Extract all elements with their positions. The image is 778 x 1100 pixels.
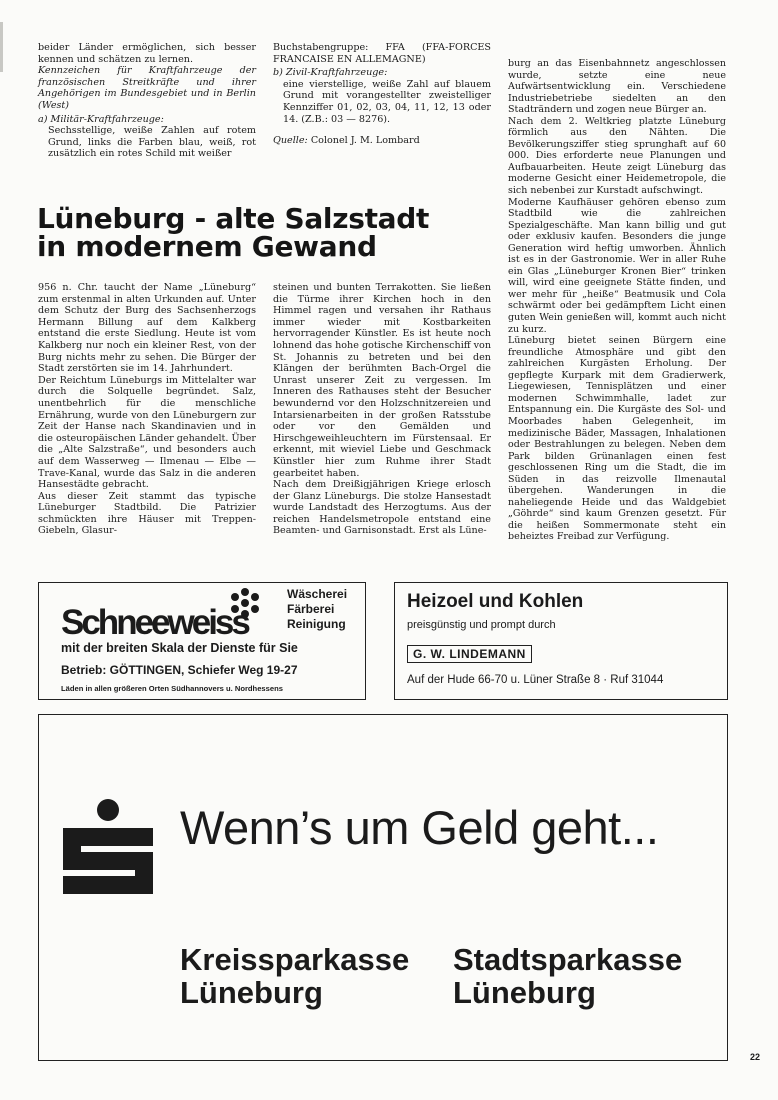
heizoel-address: Auf der Hude 66-70 u. Lüner Straße 8 · Ruf 31044 [407, 674, 664, 686]
source-text: Colonel J. M. Lombard [310, 135, 420, 147]
top-column-1 [38, 42, 256, 160]
article-column-2 [273, 282, 491, 537]
binding-mark [0, 22, 3, 72]
service-item: Wäscherei [287, 587, 348, 601]
ad-heizoel [394, 582, 728, 700]
article-paragraph: steinen und bunten Terrakotten. Sie ließen die Türme ihrer Kirchen hoch in den Himmel ragen und versahen ihr Rathaus immer wieder mit Kostbarkeiten hervorragender Künstler. Es ist heute noch lohnend das hohe gotische Kirchenschiff von St. Johannis zu betreten und bei den Klängen der berühmten Bach-Orgel die Unrast unserer Zeit zu vergessen. Im Inneren des Rathauses steht der Besucher bewundernd vor den Holzschnitzereien und Intarsienarbeiten in der großen Ratsstube oder vor den Gemälden und Hirschgeweihleuchtern im Fürstensaal. Er erkennt, mit wieviel Liebe und Geschmack Künstler hier zum Ruhme ihrer Stadt gearbeitet haben. [273, 282, 492, 479]
headline-line-1: Lüneburg - alte Salzstadt [37, 202, 430, 235]
sparkasse-logo-icon [57, 798, 159, 898]
military-text: Sechsstellige, weiße Zahlen auf rotem Grund, links die Farben blau, weiß, rot zusätzlich ein rotes Schild mit weißer [48, 125, 256, 160]
top-col2-paragraph: Buchstabengruppe: FFA (FFA-FORCES FRANCAISE EN ALLEMAGNE) [273, 42, 491, 65]
page-number: 22 [749, 1052, 760, 1062]
civil-label: b) Zivil-Kraftfahrzeuge: [273, 67, 388, 79]
article-paragraph: burg an das Eisenbahnnetz angeschlossen wurde, setzte eine neue Aufwärtsentwicklung ein. Verschiedene Industriebetriebe siedelten an den Stadträndern und zogen neue Bürger an. [508, 58, 726, 116]
ad-schneeweiss [38, 582, 366, 700]
ad-sparkasse [38, 714, 728, 1061]
headline-line-2: in modernem Gewand [37, 230, 377, 263]
article-column-3 [508, 58, 726, 543]
service-item: Färberei [287, 602, 335, 616]
services-list [287, 587, 347, 632]
kreissparkasse-name [180, 943, 409, 1009]
top-col1-paragraph: beider Länder ermöglichen, sich besser kennen und schätzen zu lernen. [38, 42, 256, 65]
military-label: a) Militär-Kraftfahrzeuge: [38, 113, 164, 125]
source-line [273, 135, 491, 147]
source-label: Quelle: [273, 135, 308, 147]
top-column-2 [273, 42, 491, 147]
article-paragraph: Der Reichtum Lüneburgs im Mittelalter war durch die Solquelle begründet. Salz, unentbehrlich für die menschliche Ernährung, wurde von den Lüneburgern zur Zeit der Hanse nach Skandinavien und in die osteuropäischen Länder gehandelt. Über die „Alte Salzstraße“, und besonders auch auf dem Wasserweg — Ilmenau — Elbe — Trave-Kanal, wurde das Salz in die anderen Hansestädte gebracht. [38, 374, 256, 491]
lindemann-logo: G. W. LINDEMANN [407, 645, 532, 663]
bank-name-line: Stadtsparkasse [453, 942, 683, 977]
article-paragraph: Nach dem Dreißigjährigen Kriege erlosch der Glanz Lüneburgs. Die stolze Hansestadt wurde Landstadt des Herzogtums. Aus der reichen Handelsmetropole entstand eine Beamten- und Garnisonstadt. Erst als Lüne- [273, 479, 491, 537]
schneeweiss-footer: Läden in allen größeren Orten Südhannovers u. Nordhessens [61, 684, 283, 693]
bank-city-line: Lüneburg [180, 975, 323, 1010]
article-paragraph: 956 n. Chr. taucht der Name „Lüneburg“ zum erstenmal in alten Urkunden auf. Unter dem Schutz der Burg des Sachsenherzogs Hermann Billung auf dem Kalkberg entstand die erste Siedlung. Heute ist vom Kalkberg nur noch ein kleiner Rest, von der Burg nichts mehr zu sehen. Die Bürger der Stadt zerstörten sie im 14. Jahrhundert. [38, 282, 256, 375]
bank-city-line: Lüneburg [453, 975, 596, 1010]
civil-text: eine vierstellige, weiße Zahl auf blauem Grund mit vorangestellter zweistelliger Kennziffer 01, 02, 03, 04, 11, 12, 13 oder 14. (Z.B.: 03 — 8276). [283, 78, 491, 125]
article-headline [37, 202, 437, 263]
article-paragraph: Nach dem 2. Weltkrieg platzte Lüneburg förmlich aus den Nähten. Die Bevölkerungsziffer stieg sprunghaft auf 60 000. Dies erforderte neue Planungen und Aufbauarbeiten. Heute zeigt Lüneburg das moderne Gesicht einer Heidemetropole, die sich nebenbei zur Kurstadt aufschwingt. [508, 115, 726, 197]
article-paragraph: Aus dieser Zeit stammt das typische Lüneburger Stadtbild. Die Patrizier schmückten ihre Häuser mit Treppen-Giebeln, Glasur- [38, 490, 256, 537]
article-paragraph: Lüneburg bietet seinen Bürgern eine freundliche Atmosphäre und gibt den zahlreichen Kurgästen Erholung. Der gepflegte Kurpark mit dem Gradierwerk, Liegewiesen, Tennisplätzen und einer modernen Schwimmhalle, ladet zur Entspannung ein. Die Kurgäste des Sol- und Moorbades haben Gelegenheit, im medizinische Bäder, Massagen, Inhalationen oder Bestrahlungen zu belegen. Neben dem Park bilden Grünanlagen einen fest geschlossenen Ring um die Stadt, die im Süden in das reizvolle Ilmenautal übergehen. Wanderungen in die naheliegende Heide und das Waldgebiet „Göhrde“ sind kaum Grenzen gesetzt. Für die heißen Sommermonate steht ein beheiztes Freibad zur Verfügung. [508, 335, 726, 543]
bank-name-line: Kreissparkasse [180, 942, 410, 977]
schneeweiss-logo: Schneeweiss [61, 603, 248, 642]
schneeweiss-tagline: mit der breiten Skala der Dienste für Sie [61, 641, 298, 655]
heizoel-subtitle: preisgünstig und prompt durch [407, 619, 556, 631]
service-item: Reinigung [287, 617, 346, 631]
article-paragraph: Moderne Kaufhäuser gehören ebenso zum Stadtbild wie die zahlreichen Spezialgeschäfte. Man kann billig und gut oder exklusiv kaufen. Besonders die junge Generation wird heftig umworben. Ähnlich ist es in der Gastronomie. Wer in aller Ruhe ein Glas „Lüneburger Kronen Bier“ trinken will, wird eine geeignete Stätte finden, und wer mehr für „heiße“ Beatmusik und Cola schwärmt oder bei gedämpftem Licht einen guten Wein genießen will, kommt auch nicht zu kurz. [508, 196, 726, 335]
article-column-1 [38, 282, 256, 537]
stadtsparkasse-name [453, 943, 682, 1009]
top-col1-heading: Kennzeichen für Kraftfahrzeuge der französischen Streitkräfte und ihrer Angehörigen im Bundesgebiet und in Berlin (West) [38, 65, 256, 111]
schneeweiss-address: Betrieb: GÖTTINGEN, Schiefer Weg 19-27 [61, 663, 298, 677]
sparkasse-slogan: Wenn’s um Geld geht... [180, 801, 659, 854]
heizoel-title: Heizoel und Kohlen [407, 591, 584, 612]
